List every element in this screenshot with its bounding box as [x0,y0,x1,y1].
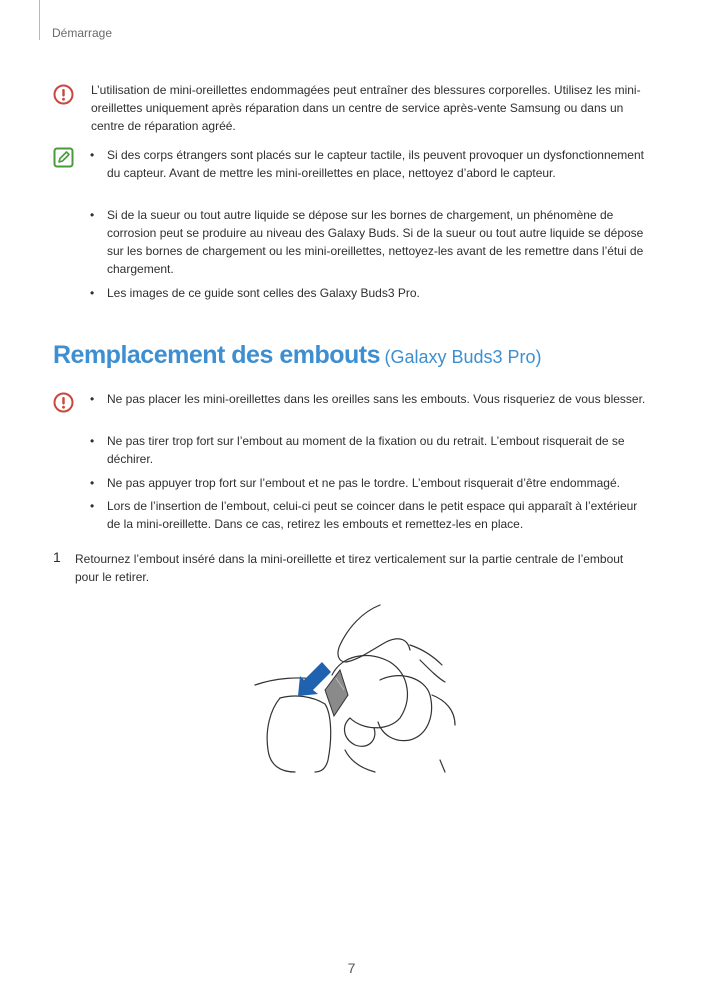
pencil-note-icon [53,147,74,168]
header-section-title: Démarrage [52,26,113,40]
bullet-marker: • [90,434,95,448]
warning-icon [53,392,74,413]
warning-bullet-4: Lors de l’insertion de l’embout, celui-ci peut se coincer dans le petit espace qui apparaît à l’extérieur de la mini-oreillette. Dans ce cas, retirez les embouts et remettez-les en place. [107,499,638,531]
step-number: 1 [53,549,61,565]
section-title-model: (Galaxy Buds3 Pro) [384,347,542,367]
section-title [53,341,542,370]
warning-bullet-1: Ne pas placer les mini-oreillettes dans les oreilles sans les embouts. Vous risqueriez de vous blesser. [107,392,646,406]
bullet-marker: • [90,476,95,490]
warning-icon [53,84,74,105]
page-number: 7 [347,960,356,976]
bullet-marker: • [90,499,95,513]
info-bullet-1: Si des corps étrangers sont placés sur le capteur tactile, ils peuvent provoquer un dysfonctionnement du capteur. Avant de mettre les mini-oreillettes en place, nettoyez d’abord le capteur. [107,148,644,180]
warning-bullet-3: Ne pas appuyer trop fort sur l’embout et ne pas le tordre. L’embout risquerait d’être endommagé. [107,476,620,490]
eartip-removal-illustration [250,600,460,775]
header-divider [39,0,40,40]
info-bullet-3: Les images de ce guide sont celles des Galaxy Buds3 Pro. [107,286,420,300]
bullet-marker: • [90,208,95,222]
bullet-marker: • [90,286,95,300]
bullet-marker: • [90,392,95,406]
bullet-marker: • [90,148,95,162]
warning-note-text: L’utilisation de mini-oreillettes endommagées peut entraîner des blessures corporelles. Utilisez les mini-oreillettes uniquement après réparation dans un centre de service après-vente Samsung ou dans un centre de réparation agréé. [91,83,641,133]
step-text: Retournez l’embout inséré dans la mini-oreillette et tirez verticalement sur la partie centrale de l’embout pour le retirer. [75,552,624,584]
warning-bullet-2: Ne pas tirer trop fort sur l’embout au moment de la fixation ou du retrait. L’embout risquerait de se déchirer. [107,434,625,466]
section-title-main: Remplacement des embouts [53,341,380,369]
info-bullet-2: Si de la sueur ou tout autre liquide se dépose sur les bornes de chargement, un phénomène de corrosion peut se produire au niveau des Galaxy Buds. Si de la sueur ou tout autre liquide se dépose sur les bornes de chargement ou les mini-oreillettes, nettoyez-les avant de les remettre dans l’étui de chargement. [107,208,644,276]
